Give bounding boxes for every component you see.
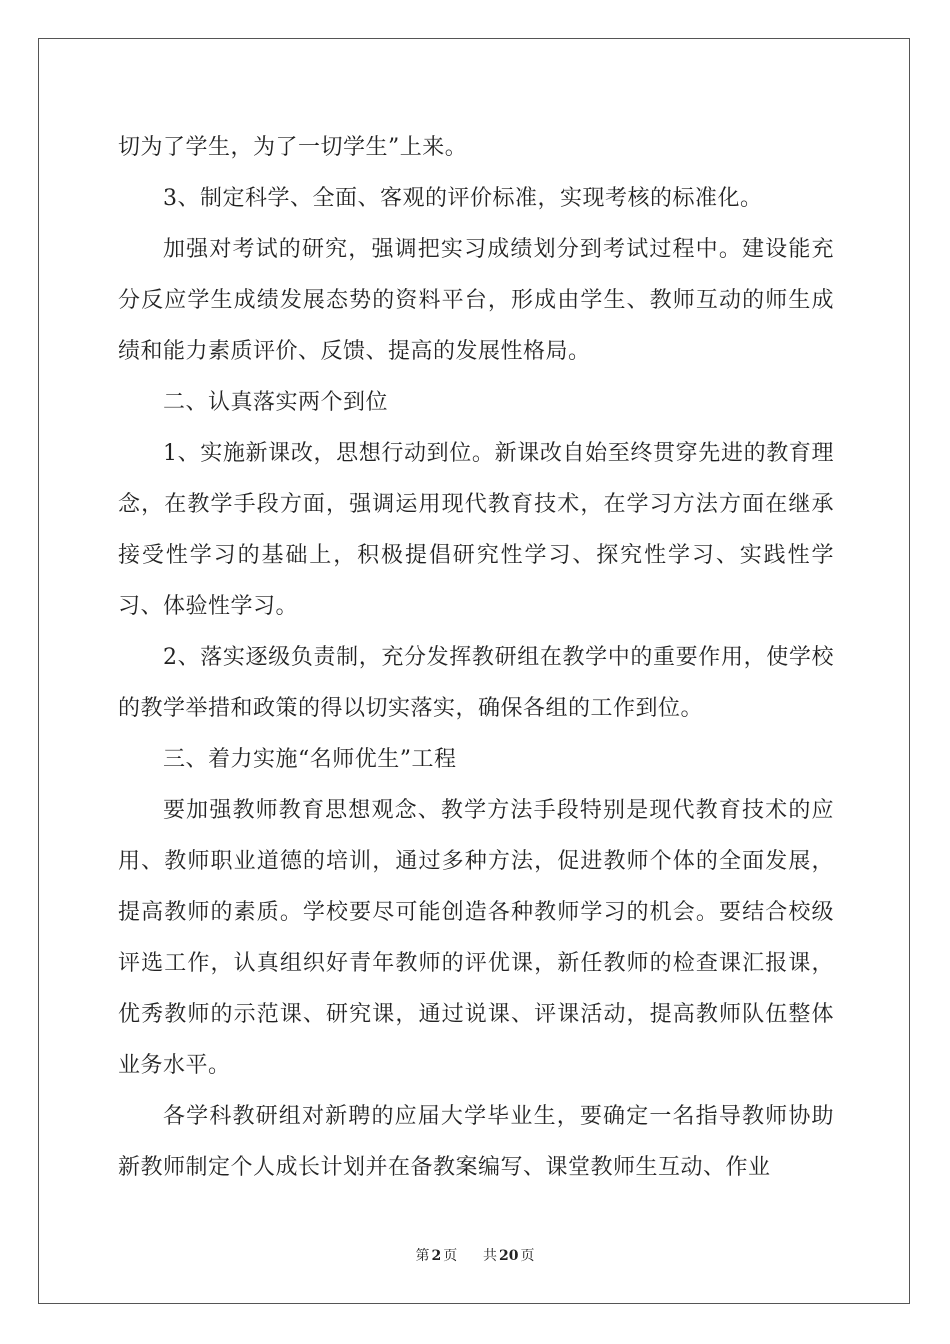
- section-heading-3: 三、着力实施“名师优生”工程: [163, 747, 457, 772]
- paragraph-3: 加强对考试的研究，强调把实习成绩划分到考试过程中。建设能充分反应学生成绩发展态势的资料平台，形成由学生、教师互动的师生成绩和能力素质评价、反馈、提高的发展性格局。: [118, 237, 834, 364]
- total-pages: [481, 1248, 536, 1264]
- paragraph-8: 要加强教师教育思想观念、教学方法手段特别是现代教育技术的应用、教师职业道德的培训，通过多种方法，促进教师个体的全面发展，提高教师的素质。学校要尽可能创造各种教师学习的机会。要结合校级评选工作，认真组织好青年教师的评优课，新任教师的检查课汇报课，优秀教师的示范课、研究课，通过说课、评课活动，提高教师队伍整体业务水平。: [118, 798, 834, 1078]
- paragraph-1: 切为了学生，为了一切学生”上来。: [118, 135, 468, 160]
- document-body: [118, 122, 834, 1193]
- page-indicator: [413, 1248, 459, 1264]
- total-number: 20: [499, 1248, 519, 1264]
- paragraph-6: 2、落实逐级负责制，充分发挥教研组在教学中的重要作用，使学校的教学举措和政策的得以切实落实，确保各组的工作到位。: [118, 645, 834, 721]
- page-number: 2: [431, 1248, 442, 1264]
- page-footer: [0, 1245, 950, 1265]
- page-prefix: 第: [415, 1248, 430, 1264]
- total-suffix: 页: [520, 1248, 535, 1264]
- paragraph-5: 1、实施新课改，思想行动到位。新课改自始至终贯穿先进的教育理念，在教学手段方面，强调运用现代教育技术，在学习方法方面在继承接受性学习的基础上，积极提倡研究性学习、探究性学习、实践性学习、体验性学习。: [118, 441, 834, 619]
- section-heading-2: 二、认真落实两个到位: [163, 390, 389, 415]
- page-suffix: 页: [443, 1248, 458, 1264]
- total-prefix: 共: [483, 1248, 498, 1264]
- paragraph-2: 3、制定科学、全面、客观的评价标准，实现考核的标准化。: [163, 186, 763, 211]
- paragraph-9: 各学科教研组对新聘的应届大学毕业生，要确定一名指导教师协助新教师制定个人成长计划并在备教案编写、课堂教师生互动、作业: [118, 1104, 834, 1180]
